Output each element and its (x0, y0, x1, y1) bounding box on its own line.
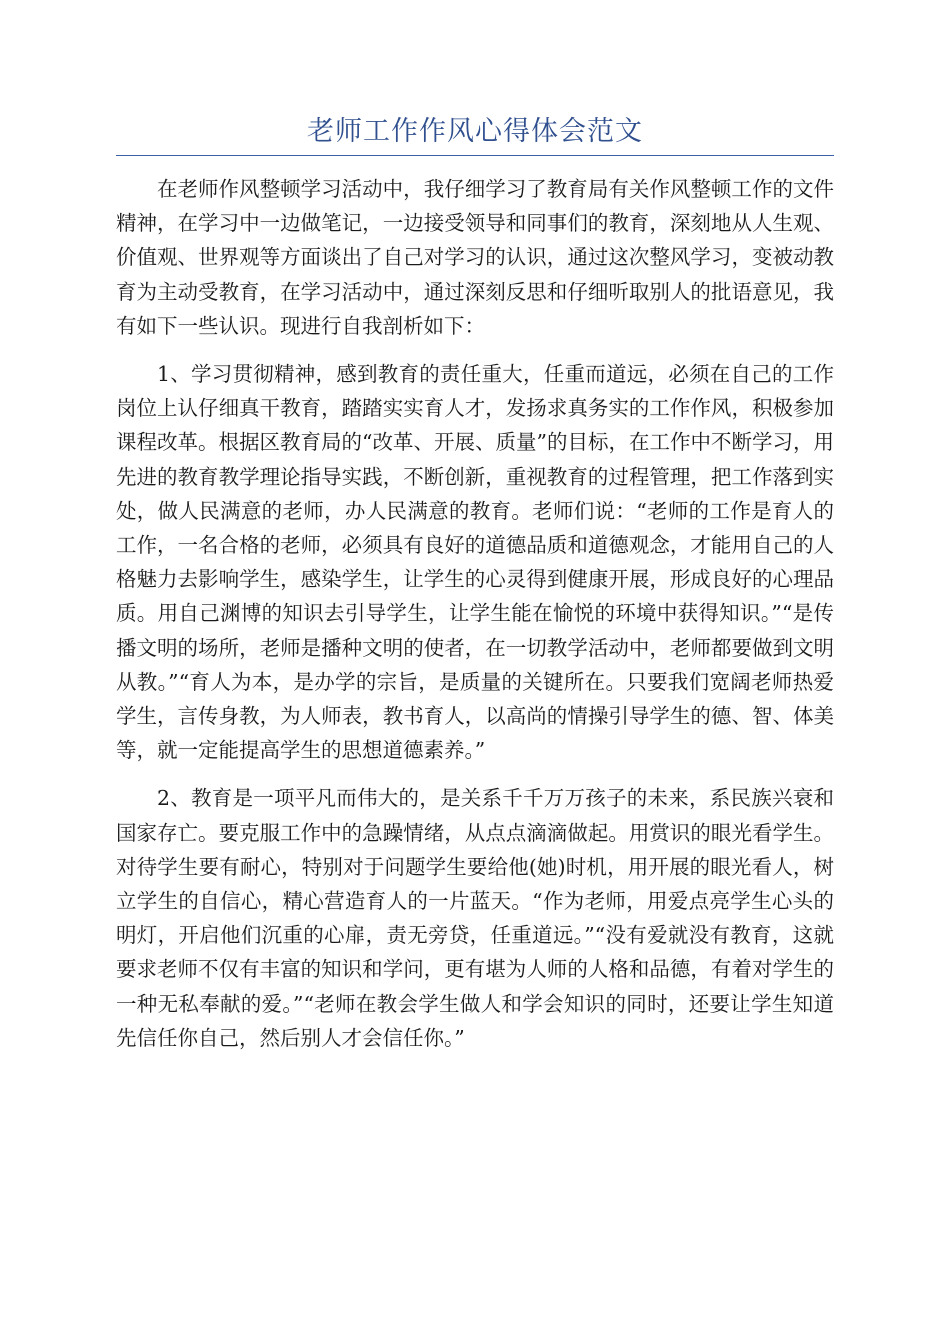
title-underline (116, 155, 834, 156)
document-body (116, 172, 834, 1069)
document-title: 老师工作作风心得体会范文 (307, 116, 643, 147)
paragraph-intro: 在老师作风整顿学习活动中，我仔细学习了教育局有关作风整顿工作的文件精神，在学习中一边做笔记，一边接受领导和同事们的教育，深刻地从人生观、价值观、世界观等方面谈出了自己对学习的认识，通过这次整风学习，变被动教育为主动受教育，在学习活动中，通过深刻反思和仔细听取别人的批语意见，我有如下一些认识。现进行自我剖析如下： (116, 177, 834, 338)
paragraph-point-2: 2、教育是一项平凡而伟大的，是关系千千万万孩子的未来，系民族兴衰和国家存亡。要克服工作中的急躁情绪，从点点滴滴做起。用赏识的眼光看学生。对待学生要有耐心，特别对于问题学生要给他(她)时机，用开展的眼光看人，树立学生的自信心，精心营造育人的一片蓝天。“作为老师，用爱点亮学生心头的明灯，开启他们沉重的心扉，责无旁贷，任重道远。”“没有爱就没有教育，这就要求老师不仅有丰富的知识和学问，更有堪为人师的人格和品德，有着对学生的一种无私奉献的爱。”“老师在教会学生做人和学会知识的同时，还要让学生知道先信任你自己，然后别人才会信任你。” (116, 786, 834, 1050)
paragraph-point-1: 1、学习贯彻精神，感到教育的责任重大，任重而道远，必须在自己的工作岗位上认仔细真干教育，踏踏实实育人才，发扬求真务实的工作作风，积极参加课程改革。根据区教育局的“改革、开展、质量”的目标，在工作中不断学习，用先进的教育教学理论指导实践，不断创新，重视教育的过程管理，把工作落到实处，做人民满意的老师，办人民满意的教育。老师们说：“老师的工作是育人的工作，一名合格的老师，必须具有良好的道德品质和道德观念，才能用自己的人格魅力去影响学生，感染学生，让学生的心灵得到健康开展，形成良好的心理品质。用自己渊博的知识去引导学生，让学生能在愉悦的环境中获得知识。”“是传播文明的场所，老师是播种文明的使者，在一切教学活动中，老师都要做到文明从教。”“育人为本，是办学的宗旨，是质量的关键所在。只要我们宽阔老师热爱学生，言传身教，为人师表，教书育人，以高尚的情操引导学生的德、智、体美等，就一定能提高学生的思想道德素养。” (116, 362, 834, 763)
